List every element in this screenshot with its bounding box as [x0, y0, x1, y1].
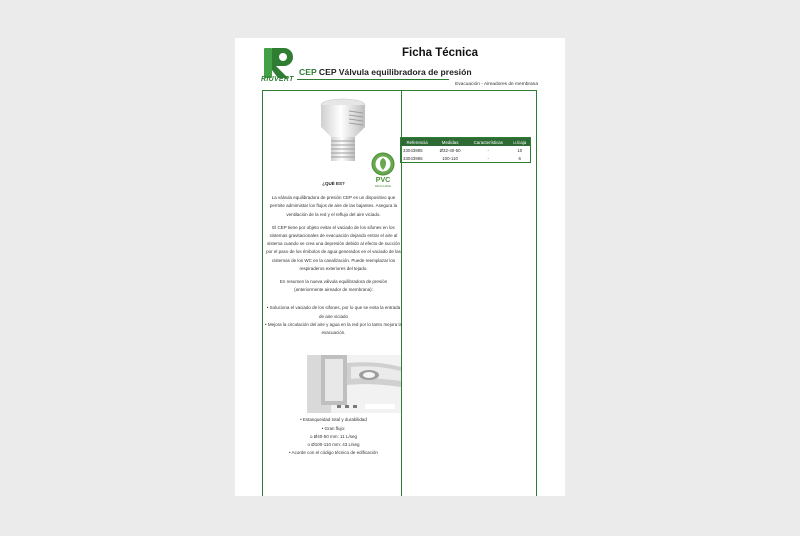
advantage-item: • Acorde con el código técnico de edificación: [289, 450, 378, 456]
product-code: CEP: [299, 67, 317, 77]
table-row: [401, 154, 531, 163]
cell-measures: 100-110: [442, 155, 458, 161]
cell-features: -: [487, 147, 490, 153]
pvc-label: PVC: [375, 177, 391, 184]
cell-units: 10: [517, 147, 523, 153]
advantage-item: o Ø100-110 mm: 43 L/seg: [307, 442, 360, 448]
col-header-features: Características: [467, 138, 509, 147]
page-title: Ficha Técnica: [401, 47, 479, 59]
advantage-item: o Ø40-50 mm: 11 L/seg: [310, 433, 357, 439]
title-underline: [297, 79, 449, 80]
table-header-row: [401, 138, 531, 147]
cell-reference: 33043985: [403, 147, 423, 153]
recyclable-label: RECICLABLE: [374, 185, 392, 188]
product-spec-table: [400, 137, 531, 163]
col-header-reference: Referencia: [401, 138, 434, 147]
product-category: Evacuación - Aireadores de membrana: [455, 82, 538, 87]
paragraph-summary: En resumen la nueva válvula equilibradora de presión (anteriormente aireador de membrana):: [279, 279, 388, 293]
col-header-measures: Medidas: [433, 138, 467, 147]
installation-photo: [307, 355, 401, 413]
advantage-item: • Estanqueidad total y durabilidad: [300, 417, 367, 423]
advantage-item: • Gran flujo:: [321, 425, 346, 431]
bullet-siphon: • Soluciona el vaciado de los sifones, por lo que se evita la entrada de aire viciado: [266, 305, 401, 319]
valve-product-image: [313, 97, 373, 165]
paragraph-purpose: El CEP tiene por objeto evitar el vaciado de los sifones en los sistemas gravitacionales de evacuación dejando entrar el aire al sistema cuando se crea una depresión debido al efecto de succión por el paso de los émbolos de agua generados en el vaciado de las cisternas de los WC en la canalización. Puede reemplazar los respiraderos exteriores del tejado.: [266, 224, 401, 271]
product-title: [299, 67, 472, 77]
cell-measures: Ø32-40-50: [439, 147, 461, 153]
cell-features: -: [487, 155, 490, 161]
bullet-circulation: • Mejora la circulación del aire y agua en la red por lo tanto mejora la evacuación.: [265, 321, 402, 336]
product-name: CEP Válvula equilibradora de presión: [318, 67, 472, 77]
table-row: [401, 146, 531, 154]
cell-units: 6: [518, 155, 521, 161]
cell-reference: 33043986: [403, 155, 423, 161]
technical-sheet-page: [235, 38, 565, 496]
section-heading-what-is: ¿QUÉ ES?: [322, 181, 345, 186]
brand-name: RIUVERT: [261, 76, 294, 83]
col-header-units: u./caja: [510, 138, 531, 147]
description-column: [265, 180, 402, 457]
paragraph-intro: La válvula equilibradora de presión CEP es un dispositivo que permite admimistar los flujos de aire de las bajantes. Asegura la ventilación de la red y el reflujo del aire viciado.: [269, 195, 398, 217]
